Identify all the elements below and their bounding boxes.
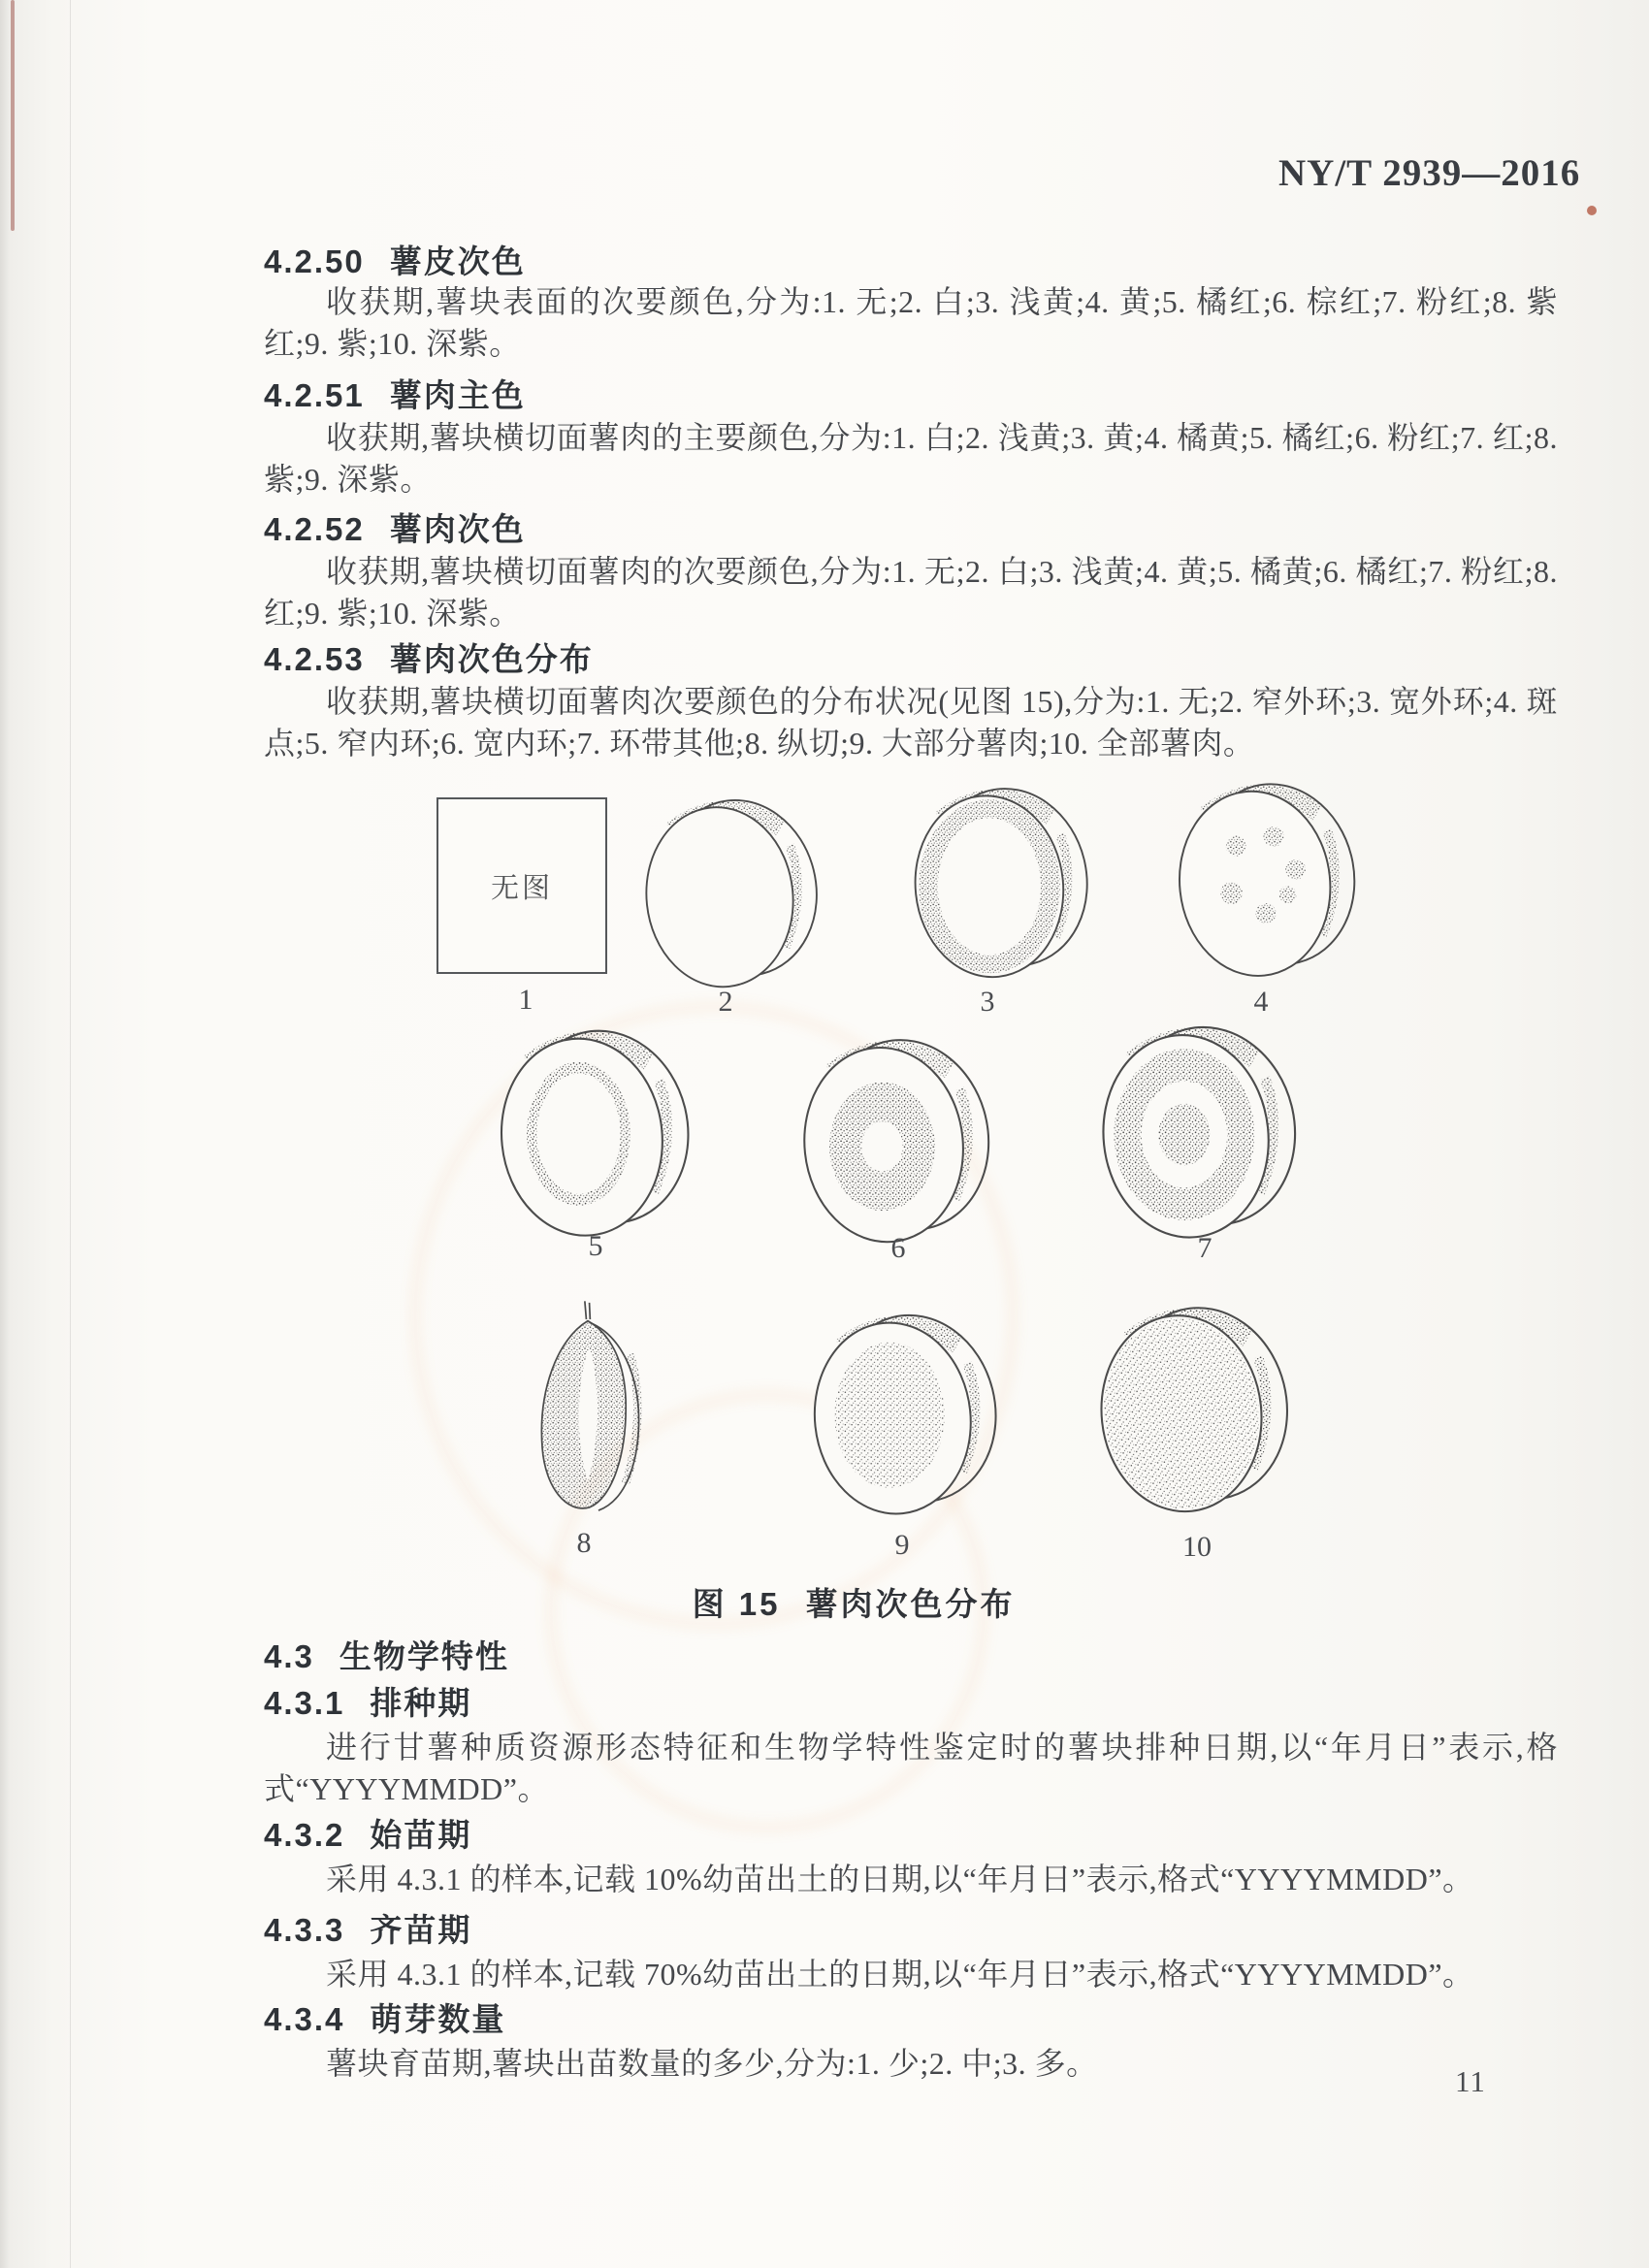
figure-item-10-all-flesh bbox=[1084, 1292, 1302, 1525]
figure-item-1-no-image-box bbox=[436, 797, 607, 974]
figure-item-2-narrow-none bbox=[629, 786, 832, 999]
section-body-4-2-50: 收获期,薯块表面的次要颜色,分为:1. 无;2. 白;3. 浅黄;4. 黄;5. 橘红;6. 棕红;7. 粉红;8. 紫红;9. 紫;10. 深紫。 bbox=[264, 284, 1558, 361]
section-title: 薯皮次色 bbox=[389, 243, 526, 279]
figure-caption-number: 图 15 bbox=[692, 1586, 781, 1622]
scan-red-mark bbox=[11, 0, 15, 231]
figure-item-7-ring-band-other bbox=[1086, 1011, 1310, 1251]
section-title: 薯肉次色分布 bbox=[389, 641, 594, 677]
section-heading-4-3 bbox=[264, 1637, 1564, 1676]
standard-number-header: NY/T 2939—2016 bbox=[1278, 152, 1581, 194]
figure-item-5-narrow-inner-ring bbox=[485, 1015, 702, 1249]
figure-item-9-most-flesh bbox=[797, 1300, 1011, 1527]
section-body-4-2-52: 收获期,薯块横切面薯肉的次要颜色,分为:1. 无;2. 白;3. 浅黄;4. 黄;5. 橘黄;6. 橘红;7. 粉红;8. 红;9. 紫;10. 深紫。 bbox=[264, 554, 1558, 631]
tuber-cross-section-ring-band-other bbox=[1086, 1011, 1310, 1251]
section-heading-4-3-4 bbox=[264, 2000, 1564, 2039]
section-title: 排种期 bbox=[370, 1685, 472, 1721]
tuber-cross-section-all-flesh bbox=[1084, 1292, 1302, 1525]
section-body-4-3-1: 进行甘薯种质资源形态特征和生物学特性鉴定时的薯块排种日期,以“年月日”表示,格式“YYYYMMDD”。 bbox=[264, 1730, 1558, 1806]
figure-label-4: 4 bbox=[1253, 986, 1269, 1018]
figure-item-8-longitudinal bbox=[504, 1288, 671, 1539]
figure-label-10: 10 bbox=[1182, 1531, 1212, 1563]
section-number: 4.3.1 bbox=[264, 1685, 345, 1721]
figure-label-6: 6 bbox=[890, 1232, 906, 1264]
section-heading-4-3-2 bbox=[264, 1816, 1564, 1855]
figure-item-3-outer-ring bbox=[898, 774, 1102, 989]
page-fold-line bbox=[70, 0, 71, 2268]
scan-red-dot bbox=[1587, 206, 1597, 215]
figure-label-2: 2 bbox=[718, 986, 733, 1018]
section-number: 4.3.3 bbox=[264, 1912, 345, 1948]
figure-label-9: 9 bbox=[894, 1529, 910, 1561]
tuber-cross-section-plain bbox=[629, 786, 832, 999]
section-title: 齐苗期 bbox=[370, 1912, 472, 1948]
tuber-longitudinal-section bbox=[504, 1288, 671, 1539]
page-number: 11 bbox=[1455, 2064, 1486, 2098]
section-number: 4.2.50 bbox=[264, 243, 365, 279]
section-body-4-3-4: 薯块育苗期,薯块出苗数量的多少,分为:1. 少;2. 中;3. 多。 bbox=[326, 2046, 1098, 2081]
section-heading-4-2-52 bbox=[264, 510, 1564, 549]
section-body-4-3-2: 采用 4.3.1 的样本,记载 10%幼苗出土的日期,以“年月日”表示,格式“YYYYMMDD”。 bbox=[326, 1862, 1474, 1896]
no-image-label: 无图 bbox=[490, 872, 553, 904]
figure-label-5: 5 bbox=[588, 1230, 603, 1262]
figure-label-1: 1 bbox=[518, 984, 534, 1016]
tuber-cross-section-most-flesh bbox=[797, 1300, 1011, 1527]
tuber-cross-section-wide-inner-ring bbox=[788, 1024, 1003, 1255]
tuber-cross-section-outer-ring bbox=[898, 774, 1102, 989]
section-body-4-2-53: 收获期,薯块横切面薯肉次要颜色的分布状况(见图 15),分为:1. 无;2. 窄外环;3. 宽外环;4. 斑点;5. 窄内环;6. 宽内环;7. 环带其他;8. 纵切;9. 大部分薯肉;10. 全部薯肉。 bbox=[264, 684, 1558, 761]
section-number: 4.2.52 bbox=[264, 511, 365, 547]
section-title: 薯肉主色 bbox=[389, 377, 526, 413]
section-title: 生物学特性 bbox=[339, 1638, 509, 1674]
section-heading-4-2-50 bbox=[264, 243, 1564, 281]
figure-15-caption bbox=[0, 1579, 1649, 1625]
section-title: 始苗期 bbox=[370, 1817, 472, 1853]
section-number: 4.3 bbox=[264, 1638, 314, 1674]
figure-label-8: 8 bbox=[576, 1527, 592, 1559]
figure-item-6-wide-inner-ring bbox=[788, 1024, 1003, 1255]
section-heading-4-2-53 bbox=[264, 640, 1564, 679]
figure-item-4-spots bbox=[1162, 769, 1370, 988]
section-body-4-3-3: 采用 4.3.1 的样本,记载 70%幼苗出土的日期,以“年月日”表示,格式“YYYYMMDD”。 bbox=[326, 1957, 1474, 1992]
figure-label-3: 3 bbox=[980, 986, 995, 1018]
section-number: 4.2.51 bbox=[264, 377, 365, 413]
tuber-cross-section-spots bbox=[1162, 769, 1370, 988]
section-heading-4-2-51 bbox=[264, 376, 1564, 415]
figure-label-7: 7 bbox=[1197, 1232, 1212, 1264]
section-number: 4.2.53 bbox=[264, 641, 365, 677]
section-number: 4.3.4 bbox=[264, 2001, 345, 2037]
section-title: 萌芽数量 bbox=[370, 2001, 506, 2037]
figure-caption-title: 薯肉次色分布 bbox=[805, 1586, 1016, 1622]
section-number: 4.3.2 bbox=[264, 1817, 345, 1853]
section-heading-4-3-3 bbox=[264, 1911, 1564, 1950]
section-heading-4-3-1 bbox=[264, 1684, 1564, 1723]
section-title: 薯肉次色 bbox=[389, 511, 526, 547]
tuber-cross-section-narrow-inner-ring bbox=[485, 1015, 702, 1249]
section-body-4-2-51: 收获期,薯块横切面薯肉的主要颜色,分为:1. 白;2. 浅黄;3. 黄;4. 橘黄;5. 橘红;6. 粉红;7. 红;8. 紫;9. 深紫。 bbox=[264, 420, 1558, 497]
